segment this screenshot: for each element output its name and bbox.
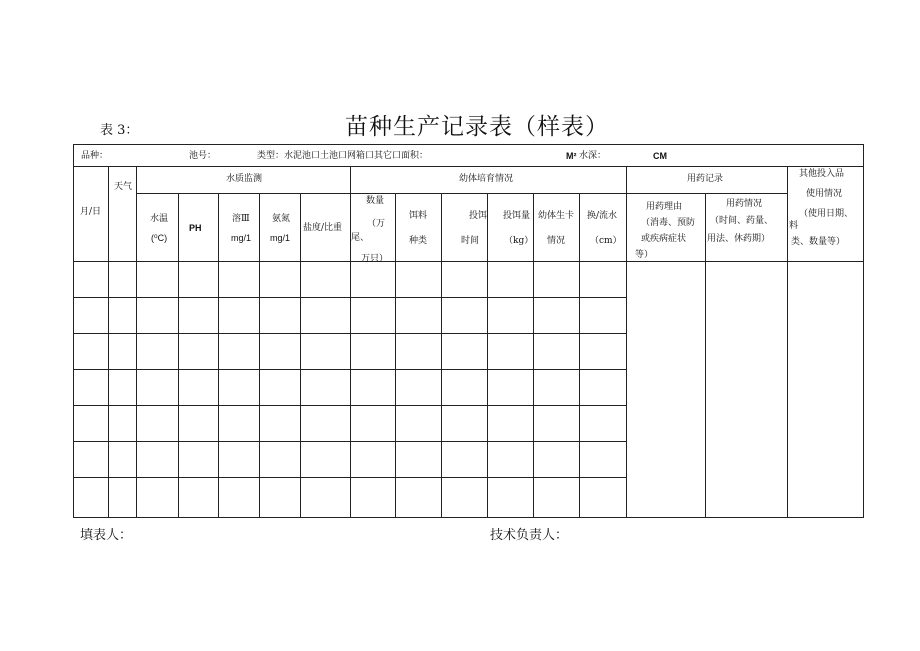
med-usage-line-2: （时间、药量、: [710, 216, 774, 226]
salinity-header: 盐度/比重: [303, 223, 343, 233]
feeding-time-header: 时间: [461, 236, 480, 246]
med-reason-line-4: 等）: [635, 250, 654, 260]
feed-header: 饵料: [409, 211, 428, 221]
dissolved-oxygen-unit: mg/1: [231, 233, 252, 243]
pond-type-label: 类型：水泥池口土池口网箱口其它口面积：: [257, 151, 429, 161]
feed-type-header: 种类: [409, 236, 428, 246]
record-table: [73, 144, 864, 518]
ammonia-header: 氨氮: [272, 214, 291, 224]
date-header: 月/日: [80, 207, 102, 217]
weather-header: 天气: [114, 182, 133, 192]
water-change-unit: （cm）: [590, 236, 622, 246]
tech-lead-signature-label: 技术负责人：: [490, 528, 569, 543]
table-label: 表 3：: [100, 123, 139, 138]
other-inputs-line-3: （使用日期、: [799, 209, 854, 219]
feeding-header: 投饵: [469, 211, 488, 221]
med-reason-line-2: （消毒、预防: [641, 218, 696, 228]
med-reason-line-1: 用药理由: [646, 202, 683, 212]
ph-header: PH: [189, 223, 202, 233]
quantity-header: 数量: [366, 196, 385, 206]
dissolved-oxygen-header: 溶Ⅲ: [232, 214, 250, 224]
other-inputs-line-2: 使用情况: [806, 189, 843, 199]
feed-amount-unit: （kg）: [504, 236, 534, 246]
growth-status-header: 情况: [547, 236, 566, 246]
medication-header: 用药记录: [687, 174, 724, 184]
med-usage-line-1: 用药情况: [726, 199, 763, 209]
variety-label: 品种：: [81, 151, 109, 161]
pond-number-label: 池号：: [189, 151, 217, 161]
depth-label: 水深：: [579, 151, 607, 161]
quantity-unit-1: （万: [367, 219, 386, 229]
ammonia-unit: mg/1: [270, 233, 291, 243]
other-inputs-line-5: 类、数量等）: [791, 237, 846, 247]
med-usage-line-3: 用法、休药期）: [707, 234, 771, 244]
area-unit: M²: [566, 151, 577, 161]
juvenile-culture-header: 幼体培育情况: [459, 174, 514, 184]
feed-amount-header: 投饵量: [503, 211, 531, 221]
quantity-unit-3: 万只）: [361, 254, 389, 264]
water-change-header: 换/流水: [587, 211, 618, 221]
med-reason-line-3: 或疾病症状: [641, 234, 687, 244]
water-temp-header: 水温: [150, 214, 169, 224]
growth-header: 幼体生卡: [538, 211, 575, 221]
other-inputs-line-1: 其他投入品: [799, 169, 845, 179]
depth-unit: CM: [653, 151, 667, 161]
water-quality-header: 水质监测: [226, 174, 263, 184]
water-temp-unit: (⁰C): [151, 233, 168, 243]
page-title: 苗种生产记录表（样表）: [345, 114, 609, 140]
filler-signature-label: 填表人：: [80, 528, 133, 543]
quantity-unit-2: 尾、: [351, 233, 370, 243]
other-inputs-line-4: 料: [789, 221, 799, 231]
